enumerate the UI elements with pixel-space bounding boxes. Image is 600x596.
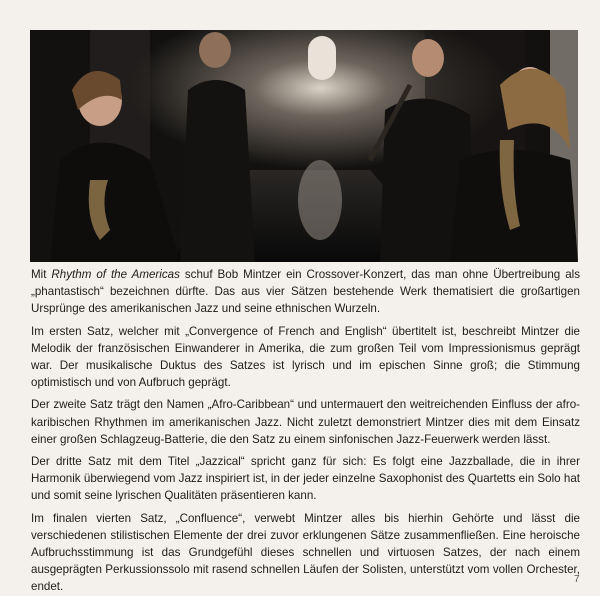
album-title: Rhythm of the Americas bbox=[51, 268, 180, 281]
paragraph-second-movement: Der zweite Satz trägt den Namen „Afro-Caribbean“ und untermauert den weitreichenden Einfluss der afro-karibischen Rhythmen im amerikanischen Jazz. Nicht zuletzt demonstriert Mintzer dies mit dem Einsatz einer großen Schlagzeug-Batterie, die den Satz zu einem sinfonischen Jazz-Feuerwerk werden lässt. bbox=[31, 398, 580, 446]
paragraph-first-movement: Im ersten Satz, welcher mit „Convergence of French and English“ übertitelt ist, beschreibt Mintzer die Melodik der französischen Einwanderer in Amerika, die zum großen Teil vom Impressionismus geprägt war. Der musikalische Duktus des Satzes ist lyrisch und im epischen Sinne groß; die Stimmung optimistisch und von Aufbruch geprägt. bbox=[31, 324, 580, 390]
saxophone-quartet-photo bbox=[30, 30, 578, 262]
musicians-photo-illustration bbox=[30, 30, 578, 262]
article-text bbox=[31, 266, 580, 596]
page-number: 7 bbox=[574, 574, 580, 585]
paragraph-fourth-movement: Im finalen vierten Satz, „Confluence“, verwebt Mintzer alles bis hierhin Gehörte und lässt die verschiedenen stilistischen Elemente der drei zuvor erklungenen Sätze zusammenfließen. Eine heroische Aufbruchsstimmung ist das Grundgefühl dieses schnellen und virtuosen Satzes, der nach einem ausgeprägten Perkussionssolo mit rasend schnellen Läufen der Solisten, unterstützt vom vollen Orchester, endet. bbox=[31, 511, 580, 594]
paragraph-intro: Mit Rhythm of the Americas schuf Bob Mintzer ein Crossover-Konzert, das man ohne Übertreibung als „phantastisch“ bezeichnen dürfte. Das aus vier Sätzen bestehende Werk thematisiert die großartigen Ursprünge des amerikanischen Jazz und seine ethnischen Wurzeln. bbox=[31, 268, 581, 316]
paragraph-third-movement: Der dritte Satz mit dem Titel „Jazzical“ spricht ganz für sich: Es folgt eine Jazzballade, die in ihrer Harmonik überwiegend vom Jazz inspiriert ist, in der jeder einzelne Saxophonist des Quartetts ein Solo hat und somit seine lyrischen Qualitäten präsentieren kann. bbox=[31, 455, 580, 503]
